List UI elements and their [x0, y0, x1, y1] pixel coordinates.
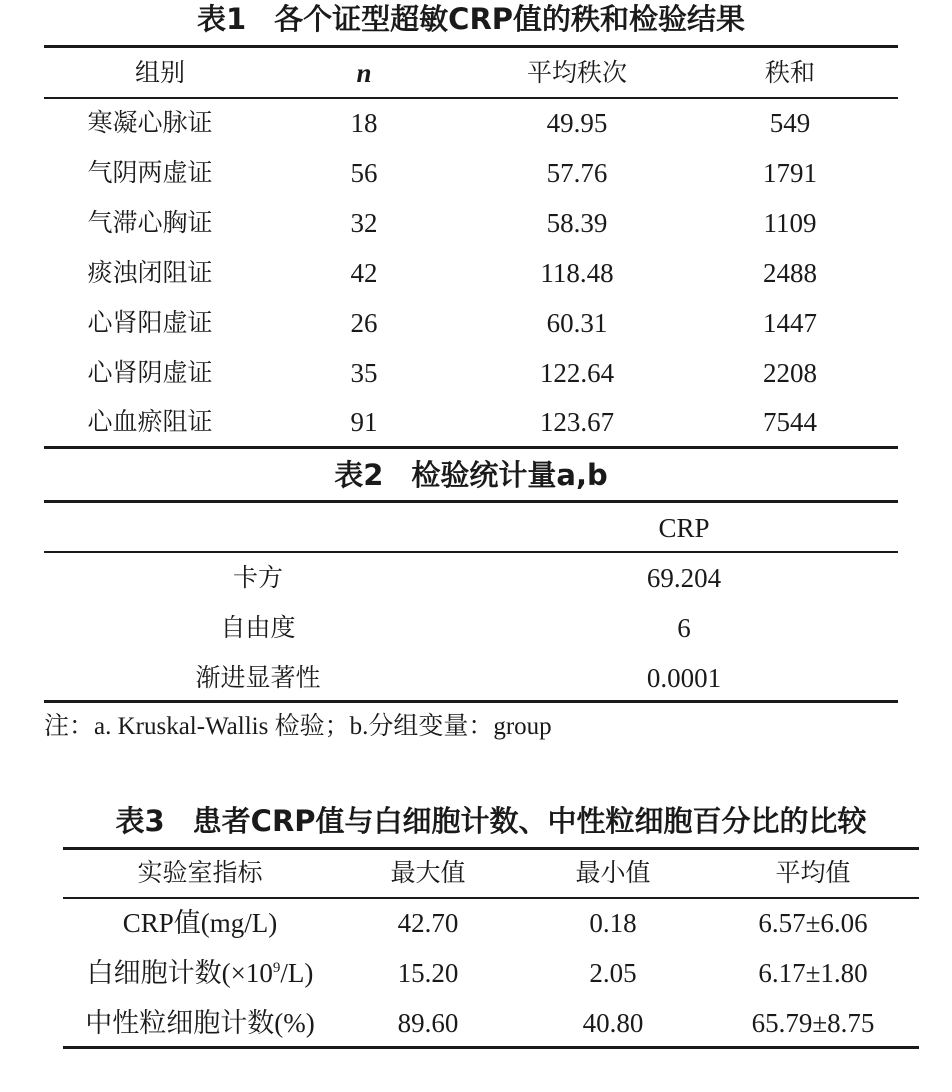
table1-cell-n: 18: [350, 108, 378, 138]
table1-title-text: 各个证型超敏CRP值的秩和检验结果: [274, 2, 746, 36]
table2-header-crp: CRP: [658, 513, 710, 543]
table1-cell-mean-rank: 58.39: [546, 208, 608, 238]
table3-cell-max: 15.20: [397, 958, 459, 988]
table1-title-number: 表1: [196, 2, 247, 36]
table1-cell-group: 心肾阳虚证: [87, 308, 213, 337]
table1-cell-rank-sum: 1109: [763, 208, 817, 238]
table2-cell-value: 0.0001: [646, 663, 722, 693]
table2-cell-value: 6: [677, 613, 691, 643]
table3-cell-indicator: [90, 908, 310, 938]
table1-header-mean-rank: 平均秩次: [526, 58, 627, 87]
table3-cell-mean: 6.57±6.06: [758, 908, 868, 938]
table1-cell-n: 35: [350, 358, 378, 388]
table3-cell-indicator: [70, 958, 330, 988]
table1-cell-group: 寒凝心脉证: [87, 108, 213, 137]
table3-cell-mean: 65.79±8.75: [751, 1008, 875, 1038]
table1-cell-mean-rank: 122.64: [539, 358, 615, 388]
table3-cell-indicator-text: 中性粒细胞计数(%): [85, 1008, 315, 1038]
table1-cell-rank-sum: 1447: [763, 308, 817, 338]
table1-top-rule: [44, 45, 898, 48]
table1-cell-rank-sum: 7544: [763, 407, 817, 437]
table3-cell-indicator-post: /L): [280, 958, 314, 988]
table3-header-indicator: 实验室指标: [137, 858, 263, 887]
table1-header-rule: [44, 97, 898, 99]
table2-title-text: 检验统计量a,b: [411, 458, 608, 492]
table2-header-rule: [44, 551, 898, 553]
table2-title: [44, 458, 898, 492]
table3-cell-min: 2.05: [589, 958, 637, 988]
table1-header-n: n: [356, 58, 372, 88]
table3-top-rule: [63, 847, 919, 850]
table1-cell-rank-sum: 549: [769, 108, 811, 138]
table1-cell-mean-rank: 49.95: [546, 108, 608, 138]
table2-note: 注：a. Kruskal-Wallis 检验；b.分组变量：group: [44, 713, 552, 740]
table3-cell-max: 42.70: [397, 908, 459, 938]
table1-cell-group: 心血瘀阻证: [87, 407, 213, 436]
table3-cell-indicator-text: CRP值(mg/L): [122, 908, 278, 938]
table3-header-mean: 平均值: [775, 858, 851, 887]
table3-cell-mean: 6.17±1.80: [758, 958, 868, 988]
table2-cell-label: 自由度: [220, 613, 296, 642]
table1-header-rank-sum: 秩和: [764, 58, 815, 87]
table2-cell-label: 渐进显著性: [195, 663, 321, 692]
table2-cell-value: 69.204: [646, 563, 722, 593]
table3-title: [63, 804, 919, 838]
table3-bottom-rule: [63, 1046, 919, 1049]
table2-title-number: 表2: [334, 458, 384, 492]
table3-title-text: 患者CRP值与白细胞计数、中性粒细胞百分比的比较: [192, 804, 867, 838]
table1-cell-mean-rank: 57.76: [546, 158, 608, 188]
table1-cell-rank-sum: 2208: [763, 358, 817, 388]
table3-cell-indicator-sup: 9: [272, 960, 281, 976]
table3-title-number: 表3: [115, 804, 165, 838]
table1-bottom-rule: [44, 446, 898, 449]
table1-cell-n: 42: [350, 258, 378, 288]
table1-cell-mean-rank: 123.67: [539, 407, 615, 437]
table2-bottom-rule: [44, 700, 898, 703]
table1-cell-mean-rank: 118.48: [540, 258, 614, 288]
table2-top-rule: [44, 500, 898, 503]
table1-cell-mean-rank: 60.31: [546, 308, 608, 338]
table3-header-max: 最大值: [390, 858, 466, 887]
table1-cell-n: 32: [350, 208, 378, 238]
table1-cell-n: 56: [350, 158, 378, 188]
table1-header-group: 组别: [134, 58, 185, 87]
table3-cell-indicator: [70, 1008, 330, 1038]
table1-cell-n: 91: [350, 407, 378, 437]
table1-cell-group: 心肾阴虚证: [87, 358, 213, 387]
table3-cell-max: 89.60: [397, 1008, 459, 1038]
table2-cell-label: 卡方: [232, 563, 283, 592]
table3-cell-min: 40.80: [582, 1008, 644, 1038]
table1-cell-rank-sum: 2488: [763, 258, 817, 288]
table3-header-rule: [63, 897, 919, 899]
table1-cell-group: 痰浊闭阻证: [87, 258, 213, 287]
table3-cell-indicator-text: 白细胞计数(×10: [86, 958, 273, 988]
table3-cell-min: 0.18: [589, 908, 637, 938]
table3-header-min: 最小值: [575, 858, 651, 887]
table1-cell-group: 气阴两虚证: [87, 158, 213, 187]
table1-cell-n: 26: [350, 308, 378, 338]
table1-cell-group: 气滞心胸证: [87, 208, 213, 237]
table1-title: [44, 2, 898, 36]
table1-cell-rank-sum: 1791: [763, 158, 817, 188]
